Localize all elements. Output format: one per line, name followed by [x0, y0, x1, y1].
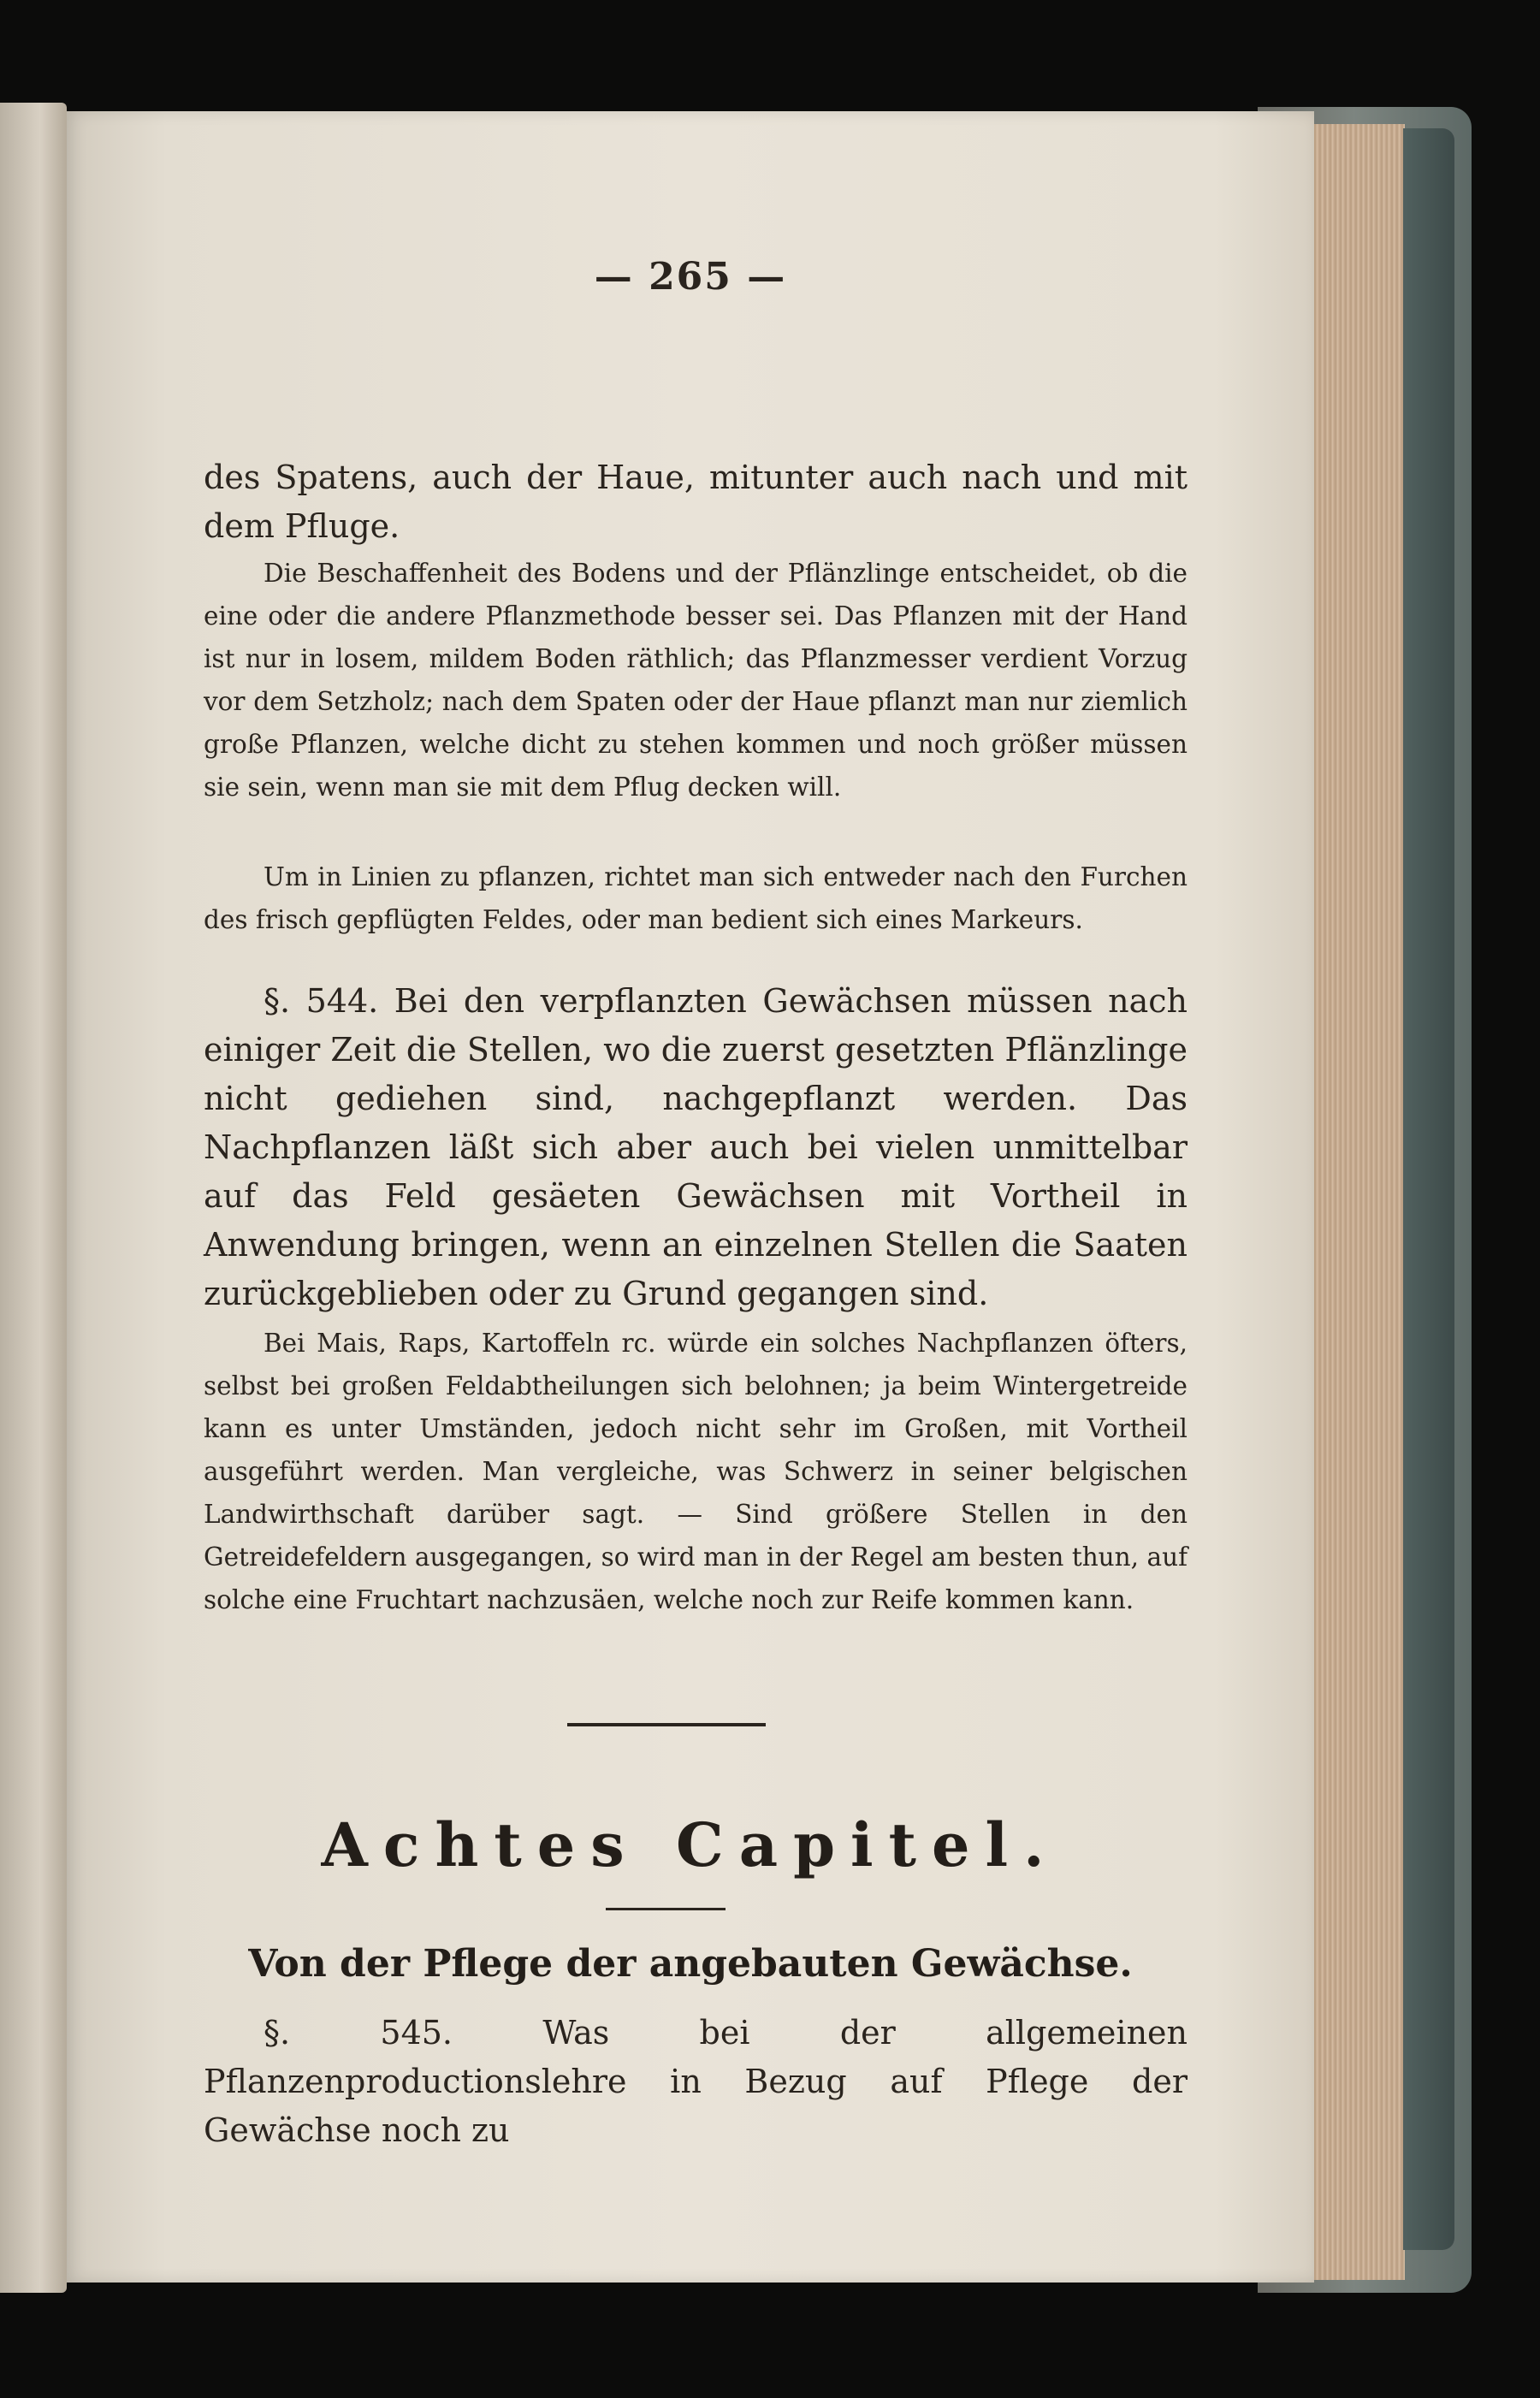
page-header: — 265 —	[594, 255, 787, 299]
paragraph-1: des Spatens, auch der Haue, mitunter auch nach und mit dem Pfluge.	[204, 459, 1188, 545]
section-divider	[567, 1723, 766, 1726]
book-spine	[1403, 128, 1454, 2250]
section-545-paragraph: §. 545. Was bei der allgemeinen Pflanzenproductionslehre in Bezug auf Pflege der Gewächse noch zu	[204, 2014, 1188, 2149]
book-page	[67, 111, 1314, 2283]
section-heading: Von der Pflege der angebauten Gewächse.	[248, 1942, 1133, 1986]
paragraph-5: Bei Mais, Raps, Kartoffeln rc. würde ein solches Nachpflanzen öfters, selbst bei großen Feldabtheilungen sich belohnen; ja beim Wintergetreide kann es unter Umständen, jedoch nicht sehr im Großen, mit Vortheil ausgeführt werden. Man vergleiche, was Schwerz in seiner belgischen Landwirthschaft darüber sagt. — Sind größere Stellen in den Getreidefeldern ausgegangen, so wird man in der Regel am besten thun, auf solche eine Fruchtart nachzusäen, welche noch zur Reife kommen kann.	[204, 1329, 1188, 1614]
page-block-edges	[1300, 124, 1405, 2280]
section-544-paragraph: §. 544. Bei den verpflanzten Gewächsen müssen nach einiger Zeit die Stellen, wo die zuerst gesetzten Pflänzlinge nicht gediehen sind, nachgepflanzt werden. Das Nachpflanzen läßt sich aber auch bei vielen unmittelbar auf das Feld gesäeten Gewächsen mit Vortheil in Anwendung bringen, wenn an einzelnen Stellen die Saaten zurückgeblieben oder zu Grund gegangen sind.	[204, 982, 1188, 1312]
chapter-divider	[606, 1908, 726, 1910]
paragraph-2: Die Beschaffenheit des Bodens und der Pflänzlinge entscheidet, ob die eine oder die andere Pflanzmethode besser sei. Das Pflanzen mit der Hand ist nur in losem, mildem Boden räthlich; das Pflanzmesser verdient Vorzug vor dem Setzholz; nach dem Spaten oder der Haue pflanzt man nur ziemlich große Pflanzen, welche dicht zu stehen kommen und noch größer müssen sie sein, wenn man sie mit dem Pflug decken will.	[204, 559, 1188, 802]
chapter-heading: Achtes Capitel.	[321, 1809, 1060, 1880]
left-facing-page	[0, 103, 67, 2293]
paragraph-3: Um in Linien zu pflanzen, richtet man sich entweder nach den Furchen des frisch gepflügten Feldes, oder man bedient sich eines Markeurs.	[204, 862, 1188, 934]
